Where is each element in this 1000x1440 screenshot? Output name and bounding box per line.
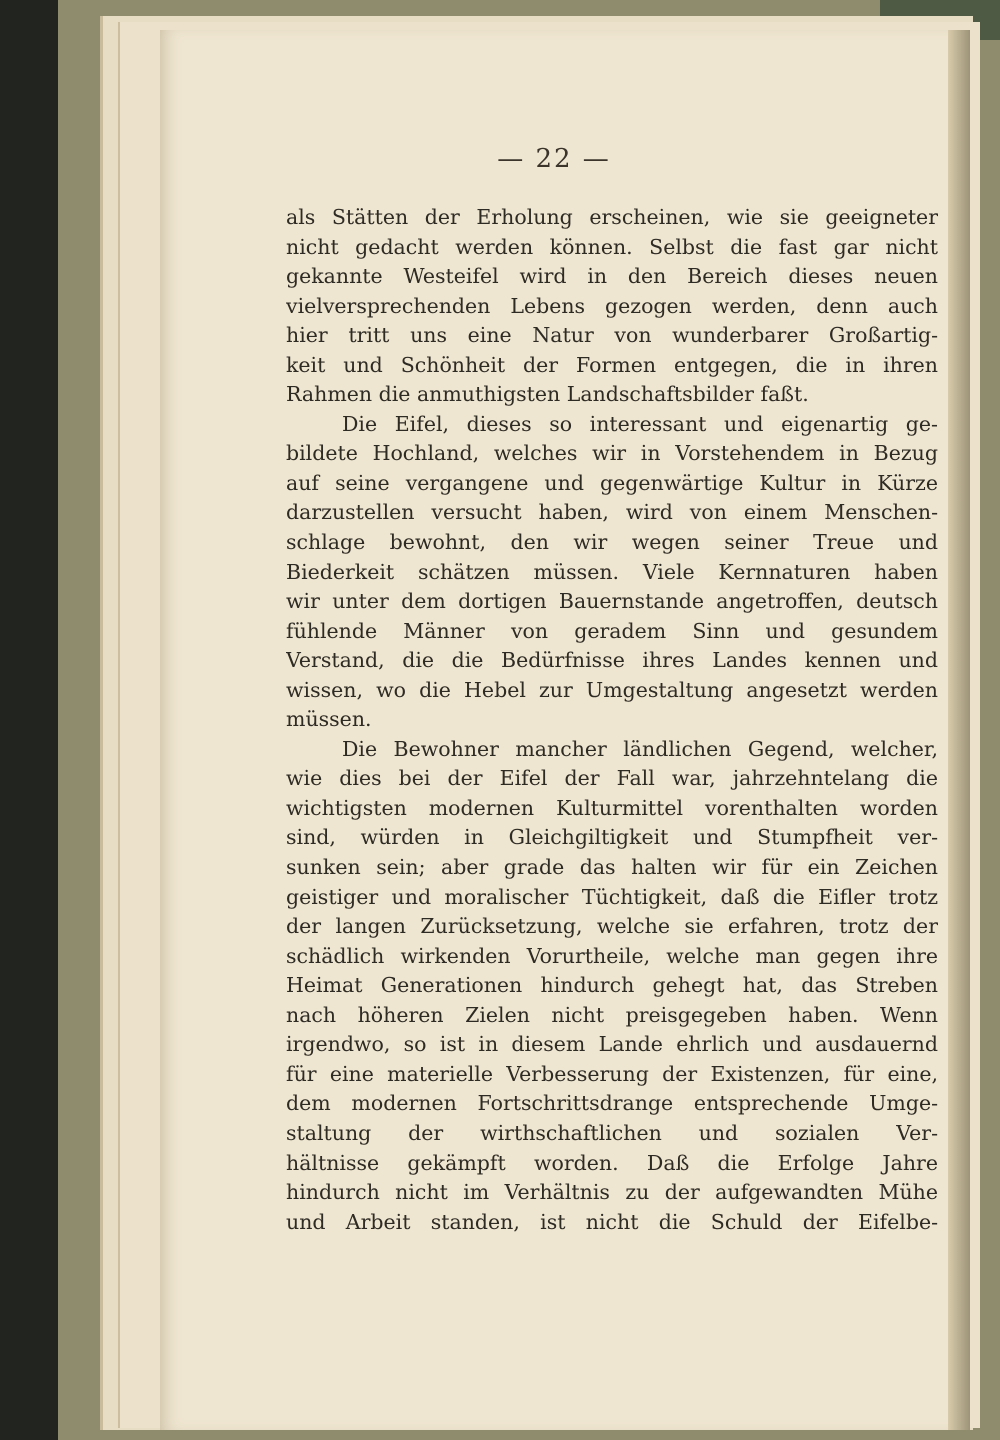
text-line: sind, würden in Gleichgiltigkeit und Stumpfheit ver- bbox=[286, 825, 938, 850]
text-line: schlage bewohnt, den wir wegen seiner Treue und bbox=[286, 530, 938, 555]
text-line: Rahmen die anmuthigsten Landschaftsbilder faßt. bbox=[286, 382, 809, 407]
text-line: müssen. bbox=[286, 707, 372, 732]
text-line: nicht gedacht werden können. Selbst die fast gar nicht bbox=[286, 234, 938, 259]
text-line: als Stätten der Erholung erscheinen, wie sie geeigneter bbox=[286, 205, 938, 229]
text-line: gekannte Westeifel wird in den Bereich dieses neuen bbox=[286, 264, 938, 289]
text-line: staltung der wirthschaftlichen und sozialen Ver- bbox=[286, 1120, 938, 1145]
text-line: Verstand, die die Bedürfnisse ihres Landes kennen und bbox=[286, 648, 938, 673]
page-number: — 22 — bbox=[497, 144, 611, 174]
text-line: hier tritt uns eine Natur von wunderbarer Großartig- bbox=[286, 323, 938, 348]
paragraph-3 bbox=[286, 735, 938, 1237]
text-line: Die Eifel, dieses so interessant und eigenartig ge- bbox=[342, 411, 938, 436]
text-line: für eine materielle Verbesserung der Existenzen, für eine, bbox=[286, 1061, 938, 1086]
text-line: Heimat Generationen hindurch gehegt hat, das Streben bbox=[286, 973, 938, 998]
text-line: Biederkeit schätzen müssen. Viele Kernnaturen haben bbox=[286, 559, 938, 584]
text-line: auf seine vergangene und gegenwärtige Kultur in Kürze bbox=[286, 470, 938, 495]
text-line: wissen, wo die Hebel zur Umgestaltung angesetzt werden bbox=[286, 677, 938, 702]
text-line: der langen Zurücksetzung, welche sie erfahren, trotz der bbox=[286, 914, 938, 939]
text-line: wir unter dem dortigen Bauernstande angetroffen, deutsch bbox=[286, 589, 938, 614]
text-line: Die Bewohner mancher ländlichen Gegend, welcher, bbox=[342, 736, 938, 761]
text-line: geistiger und moralischer Tüchtigkeit, daß die Eifler trotz bbox=[286, 884, 938, 909]
body-text bbox=[286, 203, 938, 1237]
text-line: hältnisse gekämpft worden. Daß die Erfolge Jahre bbox=[286, 1150, 938, 1175]
text-line: darzustellen versucht haben, wird von einem Menschen- bbox=[286, 500, 938, 525]
text-line: wie dies bei der Eifel der Fall war, jahrzehntelang die bbox=[286, 766, 938, 791]
text-line: keit und Schönheit der Formen entgegen, die in ihren bbox=[286, 352, 938, 377]
text-line: irgendwo, so ist in diesem Lande ehrlich und ausdauernd bbox=[286, 1032, 938, 1057]
text-line: wichtigsten modernen Kulturmittel vorenthalten worden bbox=[286, 795, 938, 820]
text-line: nach höheren Zielen nicht preisgegeben haben. Wenn bbox=[286, 1002, 938, 1027]
paragraph-1 bbox=[286, 203, 938, 410]
text-line: vielversprechenden Lebens gezogen werden, denn auch bbox=[286, 293, 938, 318]
paragraph-2 bbox=[286, 410, 938, 735]
text-line: sunken sein; aber grade das halten wir für ein Zeichen bbox=[286, 855, 938, 880]
text-line: und Arbeit standen, ist nicht die Schuld der Eifelbe- bbox=[286, 1209, 938, 1234]
page-edge-shadow bbox=[948, 30, 970, 1430]
text-line: hindurch nicht im Verhältnis zu der aufgewandten Mühe bbox=[286, 1180, 938, 1205]
text-line: schädlich wirkenden Vorurtheile, welche man gegen ihre bbox=[286, 943, 938, 968]
text-line: fühlende Männer von geradem Sinn und gesundem bbox=[286, 618, 938, 643]
text-line: bildete Hochland, welches wir in Vorstehendem in Bezug bbox=[286, 441, 938, 466]
text-line: dem modernen Fortschrittsdrange entsprechende Umge- bbox=[286, 1091, 938, 1116]
